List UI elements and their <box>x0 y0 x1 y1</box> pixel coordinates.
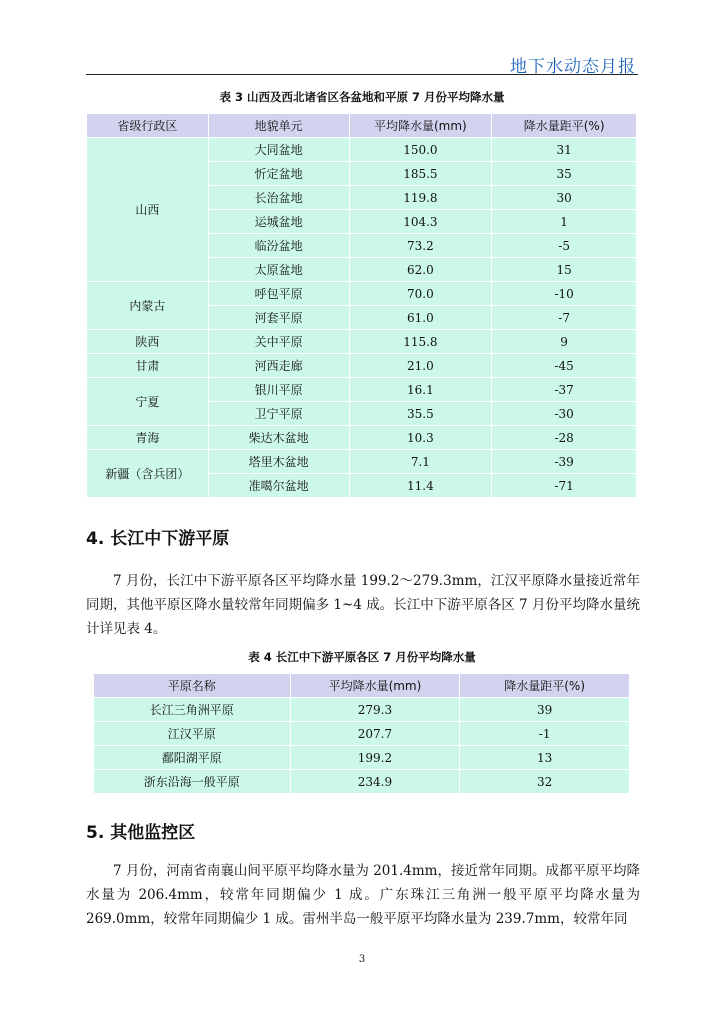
table4-col-name: 平原名称 <box>94 674 291 698</box>
table-row <box>87 450 637 474</box>
table3-precip-cell: 35.5 <box>349 402 492 426</box>
table3-anomaly-cell: 30 <box>492 186 637 210</box>
table3-unit-cell: 忻定盆地 <box>208 162 349 186</box>
table3-col-anomaly: 降水量距平(%) <box>492 114 637 138</box>
table3-precip-cell: 10.3 <box>349 426 492 450</box>
table3-anomaly-cell: -30 <box>492 402 637 426</box>
table3-anomaly-cell: 1 <box>492 210 637 234</box>
table3-unit-cell: 太原盆地 <box>208 258 349 282</box>
page-number: 3 <box>358 954 366 965</box>
table3-anomaly-cell: -45 <box>492 354 637 378</box>
table-row <box>94 722 630 746</box>
table4-anomaly-cell: 39 <box>460 698 630 722</box>
table4-precip-cell: 234.9 <box>290 770 460 794</box>
table3-unit-cell: 呼包平原 <box>208 282 349 306</box>
table4-name-cell: 江汉平原 <box>94 722 291 746</box>
table3-precip-cell: 115.8 <box>349 330 492 354</box>
table3-unit-cell: 大同盆地 <box>208 138 349 162</box>
table3-unit-cell: 河套平原 <box>208 306 349 330</box>
table3-precip-cell: 11.4 <box>349 474 492 498</box>
table3-unit-cell: 卫宁平原 <box>208 402 349 426</box>
table-row <box>87 378 637 402</box>
table-row <box>87 282 637 306</box>
table3 <box>86 113 637 498</box>
table3-unit-cell: 准噶尔盆地 <box>208 474 349 498</box>
section5-paragraph: 7 月份，河南省南襄山间平原平均降水量为 201.4mm，接近常年同期。成都平原平均降水量为 206.4mm，较常年同期偏少 1 成。广东珠江三角洲一般平原平均降水量为 269.0mm，较常年同期偏少 1 成。雷州半岛一般平原平均降水量为 239.7mm，较常年同 <box>86 863 640 927</box>
table3-precip-cell: 62.0 <box>349 258 492 282</box>
table-row <box>87 426 637 450</box>
table4-precip-cell: 199.2 <box>290 746 460 770</box>
table3-precip-cell: 21.0 <box>349 354 492 378</box>
table3-anomaly-cell: -5 <box>492 234 637 258</box>
table3-precip-cell: 7.1 <box>349 450 492 474</box>
table-row <box>94 698 630 722</box>
table3-precip-cell: 104.3 <box>349 210 492 234</box>
table3-unit-cell: 关中平原 <box>208 330 349 354</box>
table4-precip-cell: 279.3 <box>290 698 460 722</box>
table3-province-cell: 甘肃 <box>87 354 209 378</box>
table-row <box>87 138 637 162</box>
page-header <box>86 52 638 75</box>
table3-col-precip: 平均降水量(mm) <box>349 114 492 138</box>
section5-heading: 5. 其他监控区 <box>86 823 196 843</box>
table3-anomaly-cell: 9 <box>492 330 637 354</box>
table4 <box>93 673 630 794</box>
table3-precip-cell: 16.1 <box>349 378 492 402</box>
table3-precip-cell: 61.0 <box>349 306 492 330</box>
table3-unit-cell: 柴达木盆地 <box>208 426 349 450</box>
table3-caption: 表 3 山西及西北诸省区各盆地和平原 7 月份平均降水量 <box>219 90 505 104</box>
table3-province-cell: 宁夏 <box>87 378 209 426</box>
table3-unit-cell: 长治盆地 <box>208 186 349 210</box>
table3-unit-cell: 临汾盆地 <box>208 234 349 258</box>
header-title: 地下水动态月报 <box>510 57 636 77</box>
table3-anomaly-cell: -10 <box>492 282 637 306</box>
table4-anomaly-cell: 32 <box>460 770 630 794</box>
table-row <box>87 330 637 354</box>
table-row <box>94 770 630 794</box>
table4-header-row <box>94 674 630 698</box>
table3-unit-cell: 银川平原 <box>208 378 349 402</box>
table3-anomaly-cell: -39 <box>492 450 637 474</box>
section4-heading: 4. 长江中下游平原 <box>86 529 230 549</box>
table4-anomaly-cell: 13 <box>460 746 630 770</box>
table3-col-province: 省级行政区 <box>87 114 209 138</box>
table3-col-unit: 地貌单元 <box>208 114 349 138</box>
table4-col-precip: 平均降水量(mm) <box>290 674 460 698</box>
table4-caption: 表 4 长江中下游平原各区 7 月份平均降水量 <box>248 650 476 664</box>
table3-anomaly-cell: -28 <box>492 426 637 450</box>
table4-name-cell: 浙东沿海一般平原 <box>94 770 291 794</box>
table3-anomaly-cell: -37 <box>492 378 637 402</box>
table3-precip-cell: 70.0 <box>349 282 492 306</box>
table3-province-cell: 新疆（含兵团） <box>87 450 209 498</box>
table3-province-cell: 青海 <box>87 426 209 450</box>
table3-precip-cell: 185.5 <box>349 162 492 186</box>
table4-precip-cell: 207.7 <box>290 722 460 746</box>
table3-header-row <box>87 114 637 138</box>
table3-unit-cell: 河西走廊 <box>208 354 349 378</box>
table3-precip-cell: 119.8 <box>349 186 492 210</box>
table3-anomaly-cell: 31 <box>492 138 637 162</box>
table3-anomaly-cell: 35 <box>492 162 637 186</box>
table3-unit-cell: 塔里木盆地 <box>208 450 349 474</box>
table3-anomaly-cell: 15 <box>492 258 637 282</box>
table-row <box>94 746 630 770</box>
table4-name-cell: 鄱阳湖平原 <box>94 746 291 770</box>
table3-province-cell: 内蒙古 <box>87 282 209 330</box>
table4-anomaly-cell: -1 <box>460 722 630 746</box>
table3-province-cell: 山西 <box>87 138 209 282</box>
section4-paragraph: 7 月份，长江中下游平原各区平均降水量 199.2～279.3mm，江汉平原降水量接近常年同期，其他平原区降水量较常年同期偏多 1~4 成。长江中下游平原各区 7 月份平均降水量统计详见表 4。 <box>86 573 640 637</box>
table3-unit-cell: 运城盆地 <box>208 210 349 234</box>
table3-precip-cell: 73.2 <box>349 234 492 258</box>
table3-precip-cell: 150.0 <box>349 138 492 162</box>
table3-anomaly-cell: -71 <box>492 474 637 498</box>
table4-col-anomaly: 降水量距平(%) <box>460 674 630 698</box>
table3-anomaly-cell: -7 <box>492 306 637 330</box>
table3-province-cell: 陕西 <box>87 330 209 354</box>
table4-name-cell: 长江三角洲平原 <box>94 698 291 722</box>
table-row <box>87 354 637 378</box>
